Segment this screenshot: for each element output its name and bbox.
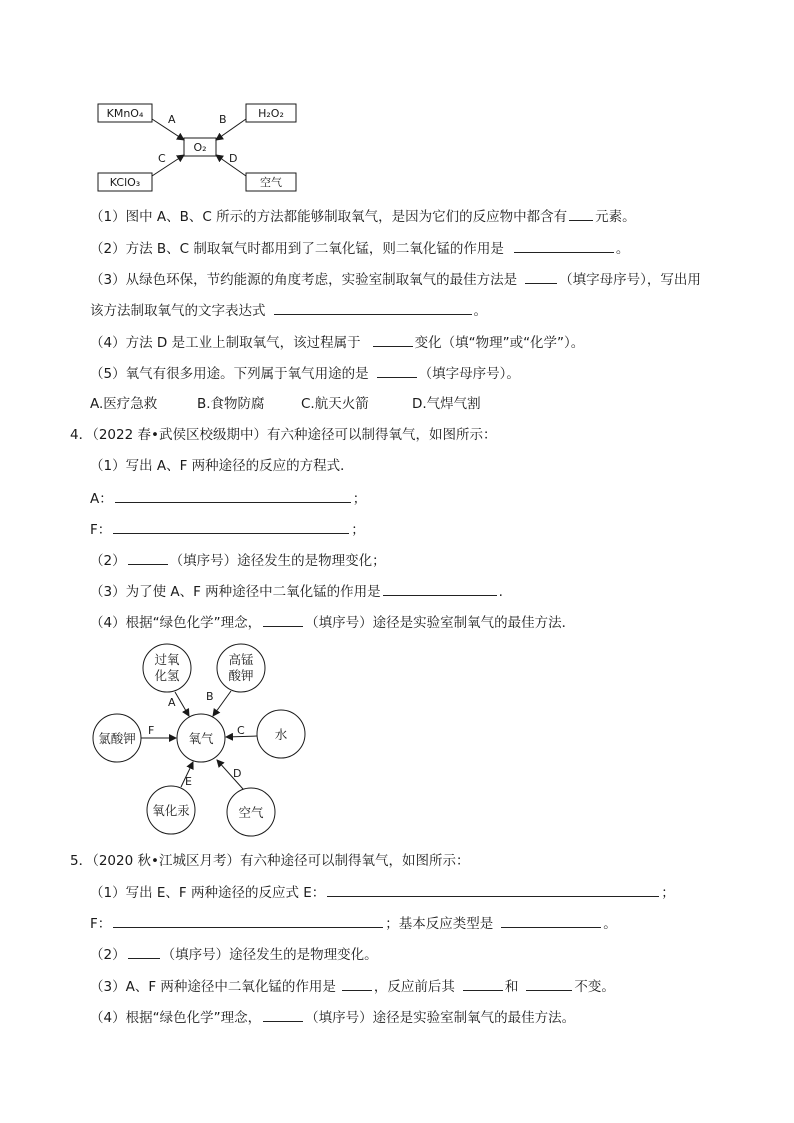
option-c: C.航天火箭 (301, 396, 369, 412)
q5-blank-f (113, 914, 383, 928)
circle-hgo-label: 氧化汞 (152, 803, 190, 818)
q4-part3: （3）为了使 A、F 两种途径中二氧化锰的作用是 . (90, 584, 503, 600)
q3-options (90, 395, 481, 413)
q3-blank-4 (274, 301, 472, 315)
q3-part3b: 该方法制取氧气的文字表达式 。 (90, 303, 487, 319)
q4-part2: （2） （填序号）途径发生的是物理变化； (90, 553, 386, 569)
q3-part4: （4）方法 D 是工业上制取氧气，该过程属于 变化（填“物理”或“化学”）。 (90, 335, 585, 351)
arrow-b-label: B (219, 113, 227, 126)
q3-blank-2 (514, 239, 614, 253)
q4-blank-a (115, 489, 351, 503)
q5-blank-3 (342, 977, 372, 991)
q5-answer-f: F： ；基本反应类型是 。 (90, 916, 617, 932)
q3-part2: （2）方法 B、C 制取氧气时都用到了二氧化锰，则二氧化锰的作用是 。 (90, 241, 630, 257)
circle-air-label: 空气 (238, 805, 264, 820)
q5-blank-6 (263, 1008, 303, 1022)
q5-part1: （1）写出 E、F 两种途径的反应式 E： ； (90, 885, 675, 901)
circle-water-label: 水 (274, 727, 288, 742)
box-kmno4-label: KMnO₄ (106, 107, 144, 120)
q4-title: 4．（2022 春•武侯区校级期中）有六种途径可以制得氧气，如图所示： (70, 427, 497, 443)
q4-part1: （1）写出 A、F 两种途径的反应的方程式． (90, 458, 354, 474)
option-a: A.医疗急救 (90, 396, 158, 412)
arrow-c (152, 155, 184, 176)
box-o2-label: O₂ (193, 141, 207, 154)
circle-kmno4-line1: 高锰 (228, 652, 254, 667)
circle-kmno4-line2: 酸钾 (228, 668, 254, 683)
q5-blank-2 (128, 945, 160, 959)
box-air-label: 空气 (260, 176, 282, 189)
q4-part4: （4）根据“绿色化学”理念， （填序号）途径是实验室制氧气的最佳方法． (90, 615, 576, 631)
arrow-c-label: C (158, 152, 166, 165)
q4-answer-a: A： ； (90, 491, 367, 507)
q3-blank-6 (377, 364, 417, 378)
q3-part5: （5）氧气有很多用途。下列属于氧气用途的是 （填字母序号）。 (90, 366, 520, 382)
arrow2-d-label: D (233, 767, 242, 780)
oxygen-sources-diagram-2 (85, 640, 315, 840)
oxygen-sources-diagram-1 (90, 96, 310, 196)
q5-blank-type (501, 914, 601, 928)
option-b: B.食物防腐 (197, 396, 265, 412)
arrow2-b-label: B (206, 690, 214, 703)
q5-part2: （2） （填序号）途径发生的是物理变化。 (90, 947, 378, 963)
q5-part4: （4）根据“绿色化学”理念， （填序号）途径是实验室制氧气的最佳方法。 (90, 1010, 576, 1026)
q5-blank-5 (526, 977, 572, 991)
arrow2-c-label: C (237, 724, 245, 737)
q5-blank-e (327, 883, 659, 897)
arrow2-e-label: E (185, 775, 192, 788)
circle-h2o2-line2: 化氢 (154, 668, 180, 683)
box-h2o2-label: H₂O₂ (258, 107, 284, 120)
arrow2-f-label: F (148, 724, 155, 737)
circle-h2o2-line1: 过氧 (154, 652, 180, 667)
q5-blank-4 (463, 977, 503, 991)
q3-blank-1 (569, 207, 593, 221)
q4-blank-4 (263, 613, 303, 627)
q3-part1: （1）图中 A、B、C 所示的方法都能够制取氧气，是因为它们的反应物中都含有 元素。 (90, 209, 636, 225)
q5-title: 5．（2020 秋•江城区月考）有六种途径可以制得氧气，如图所示： (70, 853, 470, 869)
circle-o2-label: 氧气 (188, 731, 214, 746)
box-kclo3-label: KClO₃ (109, 176, 141, 189)
arrow-d-label: D (229, 152, 238, 165)
q4-answer-f: F： ； (90, 522, 365, 538)
q3-blank-3 (525, 270, 557, 284)
arrow-a-label: A (168, 113, 176, 126)
option-d: D.气焊气割 (412, 396, 481, 412)
q3-part3a: （3）从绿色环保，节约能源的角度考虑，实验室制取氧气的最佳方法是 （填字母序号），写出用 (90, 272, 701, 288)
q4-blank-3 (383, 582, 497, 596)
arrow2-b (213, 691, 231, 716)
arrow2-a-label: A (168, 696, 176, 709)
arrow2-a (175, 692, 189, 716)
q4-blank-f (113, 520, 349, 534)
q3-blank-5 (373, 333, 413, 347)
q4-blank-2 (128, 551, 168, 565)
q5-part3: （3）A、F 两种途径中二氧化锰的作用是 ，反应前后其 和 不变。 (90, 979, 615, 995)
circle-kclo3-label: 氯酸钾 (98, 731, 136, 746)
